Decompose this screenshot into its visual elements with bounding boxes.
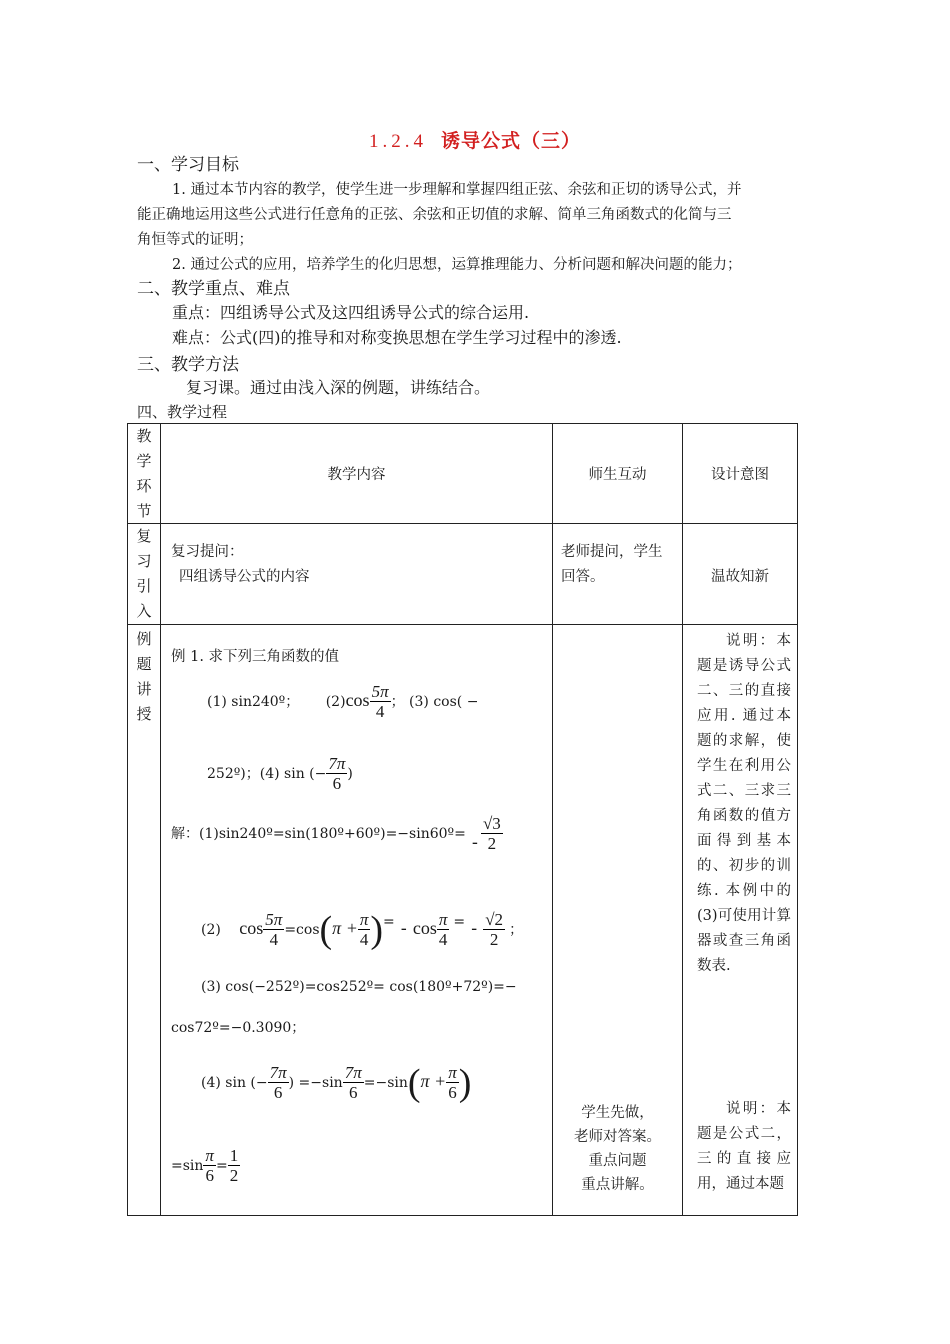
solution-2-eq3: = bbox=[453, 914, 466, 930]
review-content bbox=[161, 524, 553, 625]
example-questions-line1 bbox=[207, 677, 478, 723]
solution-2-inner-fraction bbox=[358, 911, 371, 949]
question-2-fn: cos bbox=[345, 690, 370, 710]
fraction-denominator: 4 bbox=[370, 701, 391, 721]
fraction-denominator: 6 bbox=[268, 1082, 289, 1102]
fraction-numerator: 7π bbox=[328, 754, 346, 773]
header-interaction bbox=[553, 424, 683, 524]
stage-char: 习 bbox=[136, 552, 152, 570]
heading-objectives: 一、学习目标 bbox=[137, 155, 239, 175]
solution-4-fraction bbox=[268, 1064, 289, 1102]
stage-review bbox=[128, 524, 161, 625]
table-row-example bbox=[128, 625, 798, 1216]
solution-4-result-fraction bbox=[203, 1147, 216, 1185]
fraction-denominator: 2 bbox=[483, 929, 505, 949]
review-interaction-line1: 老师提问，学生 bbox=[561, 544, 663, 560]
example-interaction bbox=[553, 625, 683, 1216]
solution-2-result bbox=[483, 911, 505, 949]
solution-2-fn2: cos bbox=[412, 918, 437, 938]
example-intent-a: 说明：本题是诱导公式二、三的直接应用. 通过本题的求解，使学生在利用公式二、三求三角函数的值方面得到基本的、初步的训练. 本例中的(3)可使用计算器或查三角函数表. bbox=[697, 633, 791, 974]
solution-4-fraction2 bbox=[343, 1064, 364, 1102]
example-title: 例 1. 求下列三角函数的值 bbox=[171, 649, 340, 665]
header-content bbox=[161, 424, 553, 524]
fraction-numerator: 7π bbox=[344, 1063, 362, 1082]
table-header-row bbox=[128, 424, 798, 524]
process-table bbox=[127, 423, 798, 1216]
stage-char: 入 bbox=[136, 602, 152, 620]
section-name: 诱导公式（三） bbox=[440, 130, 581, 152]
stage-char: 引 bbox=[136, 577, 152, 595]
solution-4-label: (4) sin (− bbox=[201, 1075, 268, 1091]
solution-1-text: 解：(1)sin240º=sin(180º+60º)=−sin60º= bbox=[171, 826, 466, 842]
solution-4-result-eq: =sin bbox=[171, 1158, 204, 1174]
fraction-numerator: π bbox=[205, 1146, 214, 1165]
interaction-line: 重点问题 bbox=[588, 1153, 647, 1169]
solution-2-eq: =cos bbox=[284, 922, 320, 938]
page-title bbox=[0, 126, 950, 153]
heading-keypoints: 二、教学重点、难点 bbox=[137, 279, 290, 299]
solution-4-result-eq2: = bbox=[215, 1158, 228, 1174]
solution-2-fraction2 bbox=[437, 911, 450, 949]
solution-2-pi: π + bbox=[332, 918, 358, 938]
fraction-denominator: 6 bbox=[326, 773, 347, 793]
stage-char: 授 bbox=[136, 705, 152, 723]
fraction-numerator: √2 bbox=[485, 910, 504, 929]
objective-1-line1: 1. 通过本节内容的教学，使学生进一步理解和掌握四组正弦、余弦和正切的诱导公式，并 bbox=[172, 182, 742, 198]
review-interaction-line2: 回答。 bbox=[561, 569, 605, 585]
solution-2-fraction bbox=[263, 911, 284, 949]
question-2-label: (2) bbox=[325, 694, 346, 710]
solution-4-pi: π + bbox=[420, 1071, 447, 1091]
solution-4-inner-fraction bbox=[446, 1064, 459, 1102]
fraction-denominator: 2 bbox=[229, 1166, 239, 1185]
fraction-denominator: 6 bbox=[343, 1082, 364, 1102]
example-questions-line2 bbox=[207, 751, 353, 797]
heading-method: 三、教学方法 bbox=[137, 355, 239, 375]
example-content bbox=[161, 625, 553, 1216]
solution-4-mid: ) =−sin bbox=[288, 1075, 343, 1091]
fraction-numerator: π bbox=[448, 1063, 457, 1082]
header-stage-char: 环 bbox=[136, 477, 152, 495]
stage-char: 讲 bbox=[136, 680, 152, 698]
review-intent-text: 温故知新 bbox=[711, 569, 769, 585]
review-question-label: 复习提问： bbox=[171, 544, 244, 560]
fraction-numerator: π bbox=[438, 910, 448, 929]
minus-sign: - bbox=[400, 918, 407, 939]
fraction-denominator: 4 bbox=[263, 929, 284, 949]
fraction-denominator: 6 bbox=[446, 1082, 459, 1102]
example-intent-b: 说明：本题是公式二，三的直接应用，通过本题 bbox=[697, 1101, 791, 1192]
solution-3-line1: (3) cos(−252º)=cos252º= cos(180º+72º)=− bbox=[201, 979, 517, 995]
header-stage-char: 学 bbox=[136, 452, 152, 470]
solution-4: (4) sin (− $\frac{7\pi}{6}$ ) =−sin $\frac{7\pi}{6}$ =−sin(π + $\frac{\pi}{6}$ ) bbox=[201, 1062, 472, 1104]
review-interaction bbox=[553, 524, 683, 625]
difficulty: 难点：公式(四)的推导和对称变换思想在学生学习过程中的渗透. bbox=[172, 328, 622, 347]
question-3-4-text: 252º)；(4) sin (− bbox=[207, 766, 327, 782]
fraction-denominator: 4 bbox=[358, 929, 371, 949]
solution-4-mid2: =−sin bbox=[363, 1075, 408, 1091]
stage-example bbox=[128, 625, 161, 1216]
question-4-end: ) bbox=[347, 766, 353, 782]
header-stage-char: 教 bbox=[136, 427, 152, 445]
fraction-denominator: 6 bbox=[203, 1165, 216, 1185]
question-2-fraction bbox=[370, 683, 391, 721]
heading-process: 四、教学过程 bbox=[137, 403, 228, 421]
solution-4-result bbox=[171, 1141, 240, 1191]
fraction-denominator: 4 bbox=[437, 929, 450, 949]
fraction-denominator: 2 bbox=[481, 833, 503, 853]
solution-4-result-value bbox=[228, 1147, 241, 1185]
example-intent bbox=[683, 625, 798, 1216]
section-number: 1.2.4 bbox=[368, 131, 427, 152]
minus-sign: - bbox=[471, 918, 478, 939]
review-question-text: 四组诱导公式的内容 bbox=[179, 569, 310, 585]
stage-char: 复 bbox=[136, 527, 152, 545]
key-point: 重点：四组诱导公式及这四组诱导公式的综合运用. bbox=[172, 303, 530, 322]
question-1: (1) sin240º； bbox=[207, 694, 300, 710]
objective-1-line3: 角恒等式的证明； bbox=[137, 232, 253, 248]
example-interaction-text bbox=[553, 1101, 682, 1197]
header-stage bbox=[128, 424, 161, 524]
method-text: 复习课。通过由浅入深的例题，讲练结合。 bbox=[186, 378, 491, 397]
interaction-line: 重点讲解。 bbox=[581, 1177, 654, 1193]
solution-2-fn: cos bbox=[239, 918, 264, 938]
solution-2-label: (2) bbox=[201, 922, 221, 938]
fraction-numerator: √3 bbox=[482, 814, 501, 833]
objective-1-line2: 能正确地运用这些公式进行任意角的正弦、余弦和正切值的求解、简单三角函数式的化简与三 bbox=[137, 207, 732, 223]
solution-1 bbox=[171, 811, 503, 857]
table-row-review bbox=[128, 524, 798, 625]
fraction-numerator: 7π bbox=[269, 1063, 287, 1082]
objective-2: 2. 通过公式的应用，培养学生的化归思想，运算推理能力、分析问题和解决问题的能力； bbox=[172, 257, 742, 273]
stage-char: 例 bbox=[136, 630, 152, 648]
header-intent bbox=[683, 424, 798, 524]
solution-3-line2: cos72º=−0.3090； bbox=[171, 1020, 306, 1036]
solution-2-eq2: = bbox=[383, 914, 395, 930]
header-stage-char: 节 bbox=[136, 502, 152, 520]
question-3-start: ； (3) cos( − bbox=[390, 694, 479, 710]
solution-1-fraction bbox=[481, 815, 503, 853]
stage-char: 题 bbox=[136, 655, 152, 673]
solution-2: (2) cos $\frac{5\pi}{4}$ =cos(π + $\frac{\pi}{4}$ )= - cos $\frac{\pi}{4}$ = - $\frac{√2}{2}$ ； bbox=[201, 909, 524, 951]
question-4-fraction bbox=[326, 755, 347, 793]
fraction-numerator: 5π bbox=[371, 682, 389, 701]
header-intent-label: 设计意图 bbox=[711, 467, 769, 483]
fraction-numerator: π bbox=[359, 910, 369, 929]
interaction-line: 学生先做， bbox=[581, 1105, 654, 1121]
fraction-numerator: 1 bbox=[229, 1146, 239, 1165]
header-interaction-label: 师生互动 bbox=[588, 467, 647, 483]
fraction-numerator: 5π bbox=[265, 910, 283, 929]
review-intent bbox=[683, 524, 798, 625]
solution-2-end: ； bbox=[509, 922, 524, 938]
minus-sign: - bbox=[471, 832, 478, 853]
header-content-label: 教学内容 bbox=[327, 467, 386, 483]
interaction-line: 老师对答案。 bbox=[574, 1129, 661, 1145]
